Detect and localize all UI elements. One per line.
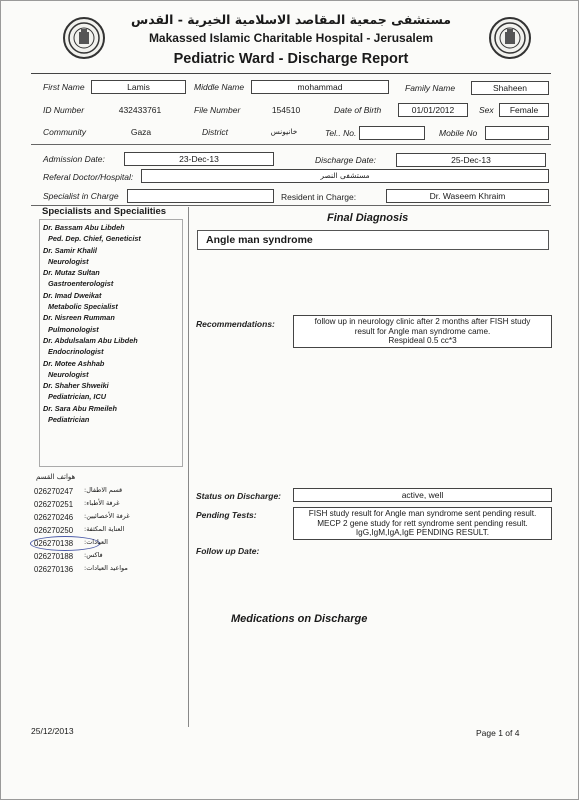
specialist-speciality: Gastroenterologist <box>48 279 114 289</box>
phone-number: 026270250 <box>34 526 74 535</box>
phone-number: 026270246 <box>34 513 74 522</box>
sex-field[interactable]: Female <box>499 103 549 117</box>
phone-label: العناية المكثفة: <box>84 525 125 533</box>
first-name-label: First Name <box>43 82 85 92</box>
phone-row <box>34 563 184 576</box>
id-number-field[interactable]: 432433761 <box>118 105 162 115</box>
phone-label: غرفة الأخصائيين: <box>84 512 130 520</box>
phone-row <box>34 524 184 537</box>
middle-name-field[interactable]: mohammad <box>251 80 389 94</box>
specialist-speciality: Pediatrician, ICU <box>48 392 106 402</box>
phone-label: فاكس: <box>84 551 103 559</box>
specialist-name: Dr. Mutaz Sultan <box>43 268 100 278</box>
specialist-name: Dr. Shaher Shweiki <box>43 381 109 391</box>
specialist-name: Dr. Bassam Abu Libdeh <box>43 223 125 232</box>
phones-heading: هواتف القسم <box>36 473 76 481</box>
hospital-name-english: Makassed Islamic Charitable Hospital - Jerusalem <box>148 31 434 45</box>
phone-number: 026270188 <box>34 552 74 561</box>
sex-label: Sex <box>479 105 494 115</box>
specialists-title: Specialists and Specialities <box>42 206 167 217</box>
mobile-field[interactable] <box>485 126 549 140</box>
phone-row <box>34 537 184 550</box>
phone-row <box>34 550 184 563</box>
admission-date-field[interactable]: 23-Dec-13 <box>124 152 274 166</box>
header-divider <box>31 73 551 74</box>
status-on-discharge-field[interactable]: active, well <box>293 488 552 502</box>
admission-date-label: Admission Date: <box>43 154 105 164</box>
phone-label: العيادات: <box>84 538 108 546</box>
specialist-in-charge-label: Specialist in Charge <box>43 191 119 201</box>
recommendations-field[interactable] <box>293 315 552 348</box>
phone-number: 026270247 <box>34 487 74 496</box>
id-number-label: ID Number <box>43 105 85 115</box>
pending-test-line: MECP 2 gene study for rett syndrome sent pending result. <box>317 518 528 528</box>
report-date: 25/12/2013 <box>31 726 74 736</box>
resident-in-charge-label: Resident in Charge: <box>281 192 357 202</box>
phone-row <box>34 511 184 524</box>
district-label: District <box>202 127 228 137</box>
file-number-field[interactable]: 154510 <box>271 105 301 115</box>
pending-tests-field[interactable] <box>293 507 552 540</box>
resident-in-charge-field[interactable]: Dr. Waseem Khraim <box>386 189 549 203</box>
specialist-speciality: Neurologist <box>48 369 89 379</box>
specialists-list <box>39 219 183 467</box>
status-on-discharge-label: Status on Discharge: <box>196 491 282 501</box>
patient-divider <box>31 144 551 145</box>
hospital-name-arabic: مستشفى جمعية المقاصد الاسلامية الخيرية - القدس <box>130 12 452 27</box>
specialist-name: Dr. Abdulsalam Abu Libdeh <box>43 335 138 345</box>
phone-row <box>34 498 184 511</box>
phone-number: 026270251 <box>34 500 74 509</box>
recommendations-line: Respideal 0.5 cc*3 <box>388 336 457 345</box>
phone-label: قسم الاطفال: <box>84 486 123 494</box>
specialist-speciality: Ped. Dep. Chief, Geneticist <box>48 234 141 244</box>
discharge-date-field[interactable]: 25-Dec-13 <box>396 153 546 167</box>
first-name-field[interactable]: Lamis <box>91 80 186 94</box>
specialist-speciality: Pediatrician <box>48 415 90 425</box>
follow-up-date-label: Follow up Date: <box>196 546 260 556</box>
hospital-logo-right <box>489 17 531 59</box>
tel-label: Tel.. No. <box>325 128 357 138</box>
pending-test-line: FISH study result for Angle man syndrome sent pending result. <box>308 509 537 518</box>
report-title: Pediatric Ward - Discharge Report <box>173 51 409 67</box>
phone-number: 026270136 <box>34 565 74 574</box>
phone-label: غرفة الأطباء: <box>84 499 120 507</box>
dob-field[interactable]: 01/01/2012 <box>398 103 468 117</box>
pending-test-line: IgG,IgM,IgA,IgE PENDING RESULT. <box>355 528 490 537</box>
discharge-date-label: Discharge Date: <box>315 155 376 165</box>
column-divider <box>188 207 189 727</box>
tel-field[interactable] <box>359 126 425 140</box>
middle-name-label: Middle Name <box>194 82 245 92</box>
specialist-name: Dr. Samir Khalil <box>43 245 97 255</box>
specialist-speciality: Neurologist <box>48 256 89 266</box>
community-field[interactable]: Gaza <box>130 127 152 137</box>
family-name-label: Family Name <box>405 83 456 93</box>
file-number-label: File Number <box>194 105 241 115</box>
specialist-name: Dr. Nisreen Rumman <box>43 313 115 323</box>
specialist-name: Dr. Motee Ashhab <box>43 358 105 368</box>
page-number: Page 1 of 4 <box>476 728 520 738</box>
community-label: Community <box>43 127 86 137</box>
referral-label: Referal Doctor/Hospital: <box>43 172 134 182</box>
dob-label: Date of Birth <box>334 105 382 115</box>
phone-number: 026270138 <box>34 539 74 548</box>
medications-title: Medications on Discharge <box>231 613 368 625</box>
phone-row <box>34 485 184 498</box>
recommendations-label: Recommendations: <box>196 319 275 329</box>
hospital-logo-left <box>63 17 105 59</box>
district-field[interactable]: خانيونس <box>270 127 298 136</box>
recommendations-line: result for Angle man syndrome came. <box>354 326 491 336</box>
specialist-in-charge-field[interactable] <box>127 189 274 203</box>
referral-field[interactable]: مستشفى النصر <box>141 169 549 183</box>
department-phones <box>34 473 184 576</box>
pending-tests-label: Pending Tests: <box>196 510 257 520</box>
specialist-speciality: Endocrinologist <box>48 347 104 357</box>
specialist-name: Dr. Sara Abu Rmeileh <box>43 403 117 413</box>
specialist-speciality: Metabolic Specialist <box>48 302 118 312</box>
family-name-field[interactable]: Shaheen <box>471 81 549 95</box>
phone-label: مواعيد العيادات: <box>84 564 128 572</box>
specialist-speciality: Pulmonologist <box>48 324 99 334</box>
final-diagnosis-title: Final Diagnosis <box>327 212 409 224</box>
specialist-name: Dr. Imad Dweikat <box>43 290 102 300</box>
mobile-label: Mobile No <box>439 128 478 138</box>
final-diagnosis-field[interactable]: Angle man syndrome <box>197 230 549 250</box>
recommendations-line: follow up in neurology clinic after 2 months after FISH study <box>314 317 531 326</box>
